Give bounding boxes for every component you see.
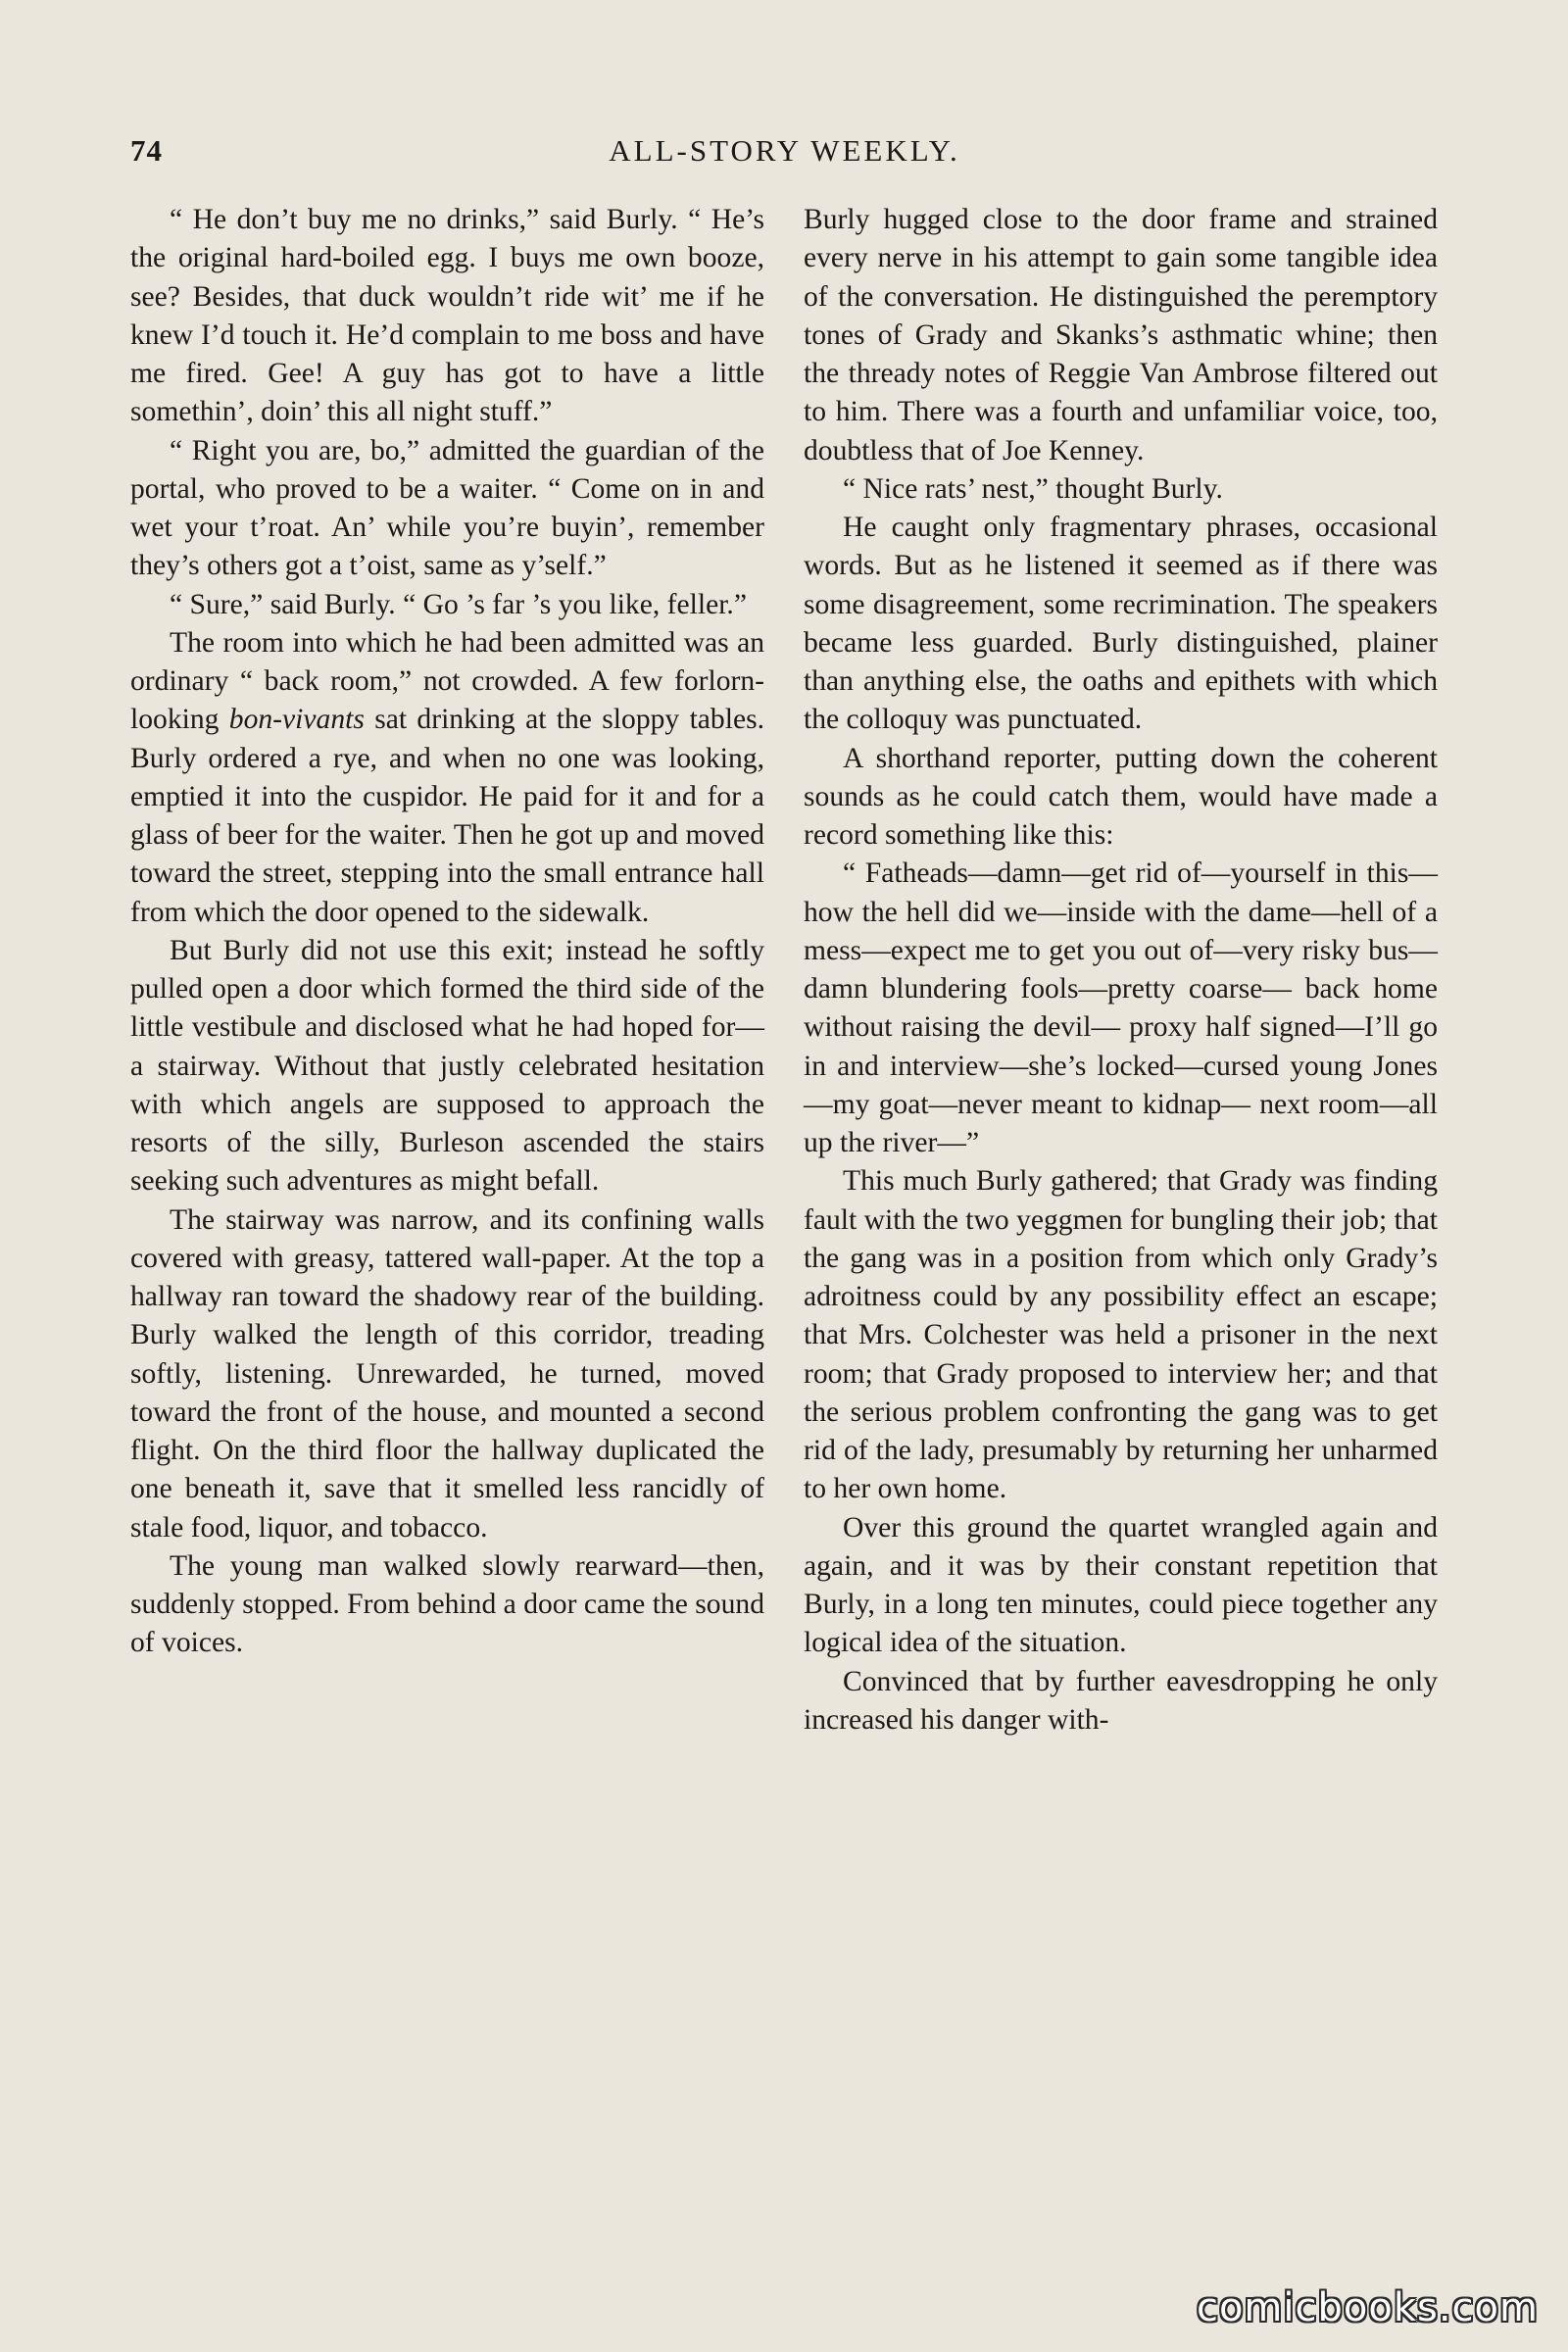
- running-head: [130, 133, 1439, 176]
- left-column: [130, 201, 764, 1663]
- paragraph: But Burly did not use this exit; instead he softly pulled open a door which formed the third side of the little vestibule and disclosed what he had hoped for—a stairway. Without that justly celebrated hesitation with which angels are supposed to approach the resorts of the silly, Burleson ascended the stairs seeking such adventures as might befall.: [130, 934, 764, 1198]
- paragraph: Burly hugged close to the door frame and strained every nerve in his attempt to gain some tangible idea of the conversation. He distinguished the peremptory tones of Grady and Skanks’s asthmatic whine; then the thready notes of Reggie Van Ambrose filtered out to him. There was a fourth and unfamiliar voice, too, doubtless that of Joe Kenney.: [804, 204, 1438, 466]
- paragraph: Over this ground the quartet wrangled again and again, and it was by their constant repetition that Burly, in a long ten minutes, could piece together any logical idea of the situation.: [804, 1511, 1438, 1659]
- magazine-title: ALL-STORY WEEKLY.: [609, 133, 960, 168]
- paragraph: The stairway was narrow, and its confining walls covered with greasy, tattered wall-paper. At the top a hallway ran toward the shadowy rear of the building. Burly walked the length of this corridor, treading softly, listening. Unrewarded, he turned, moved toward the front of the house, and mounted a second flight. On the third floor the hallway duplicated the one beneath it, save that it smelled less rancidly of stale food, liquor, and tobacco.: [130, 1203, 764, 1544]
- right-column: [804, 201, 1438, 1740]
- watermark-logo: comicbooks.com: [1196, 2285, 1539, 2330]
- paragraph: A shorthand reporter, putting down the coherent sounds as he could catch them, would have made a record something like this:: [804, 742, 1438, 851]
- page-number: 74: [130, 133, 163, 168]
- paragraph: Convinced that by further eavesdropping he only increased his danger with-: [804, 1665, 1438, 1736]
- paragraph: “ Sure,” said Burly. “ Go ’s far ’s you like, feller.”: [170, 588, 747, 620]
- paragraph: “ Fatheads—damn—get rid of—yourself in this—how the hell did we—inside with the dame—hell of a mess—expect me to get you out of—very risky bus— damn blundering fools—pretty coarse— back home without raising the devil— proxy half signed—I’ll go in and interview—she’s locked—cursed young Jones —my goat—never meant to kidnap— next room—all up the river—”: [804, 858, 1438, 1158]
- paragraph: “ Nice rats’ nest,” thought Burly.: [843, 472, 1223, 505]
- paragraph: This much Burly gathered; that Grady was finding fault with the two yeggmen for bungling their job; that the gang was in a position from which only Grady’s adroitness could by any possibility effect an escape; that Mrs. Colchester was held a prisoner in the next room; that Grady proposed to interview her; and that the serious problem confronting the gang was to get rid of the lady, presumably by returning her unharmed to her own home.: [804, 1165, 1438, 1505]
- paragraph: “ Right you are, bo,” admitted the guardian of the portal, who proved to be a waiter. “ Come on in and wet your t’roat. An’ while you’re buyin’, remember they’s others got a t’oist, same as y’self.”: [130, 434, 764, 582]
- paragraph: The young man walked slowly rearward—then, suddenly stopped. From behind a door came the sound of voices.: [130, 1549, 764, 1659]
- paragraph: The room into which he had been admitted was an ordinary “ back room,” not crowded. A few forlorn-looking bon-vivants sat drinking at the sloppy tables. Burly ordered a rye, and when no one was looking, emptied it into the cuspidor. He paid for it and for a glass of beer for the waiter. Then he got up and moved toward the street, stepping into the small entrance hall from which the door opened to the sidewalk.: [130, 626, 764, 928]
- paragraph: He caught only fragmentary phrases, occasional words. But as he listened it seemed as if there was some disagreement, some recrimination. The speakers became less guarded. Burly distinguished, plainer than anything else, the oaths and epithets with which the colloquy was punctuated.: [804, 512, 1438, 736]
- paragraph: “ He don’t buy me no drinks,” said Burly. “ He’s the original hard-boiled egg. I buys me own booze, see? Besides, that duck wouldn’t ride wit’ me if he knew I’d touch it. He’d complain to me boss and have me fired. Gee! A guy has got to have a little somethin’, doin’ this all night stuff.”: [130, 204, 764, 428]
